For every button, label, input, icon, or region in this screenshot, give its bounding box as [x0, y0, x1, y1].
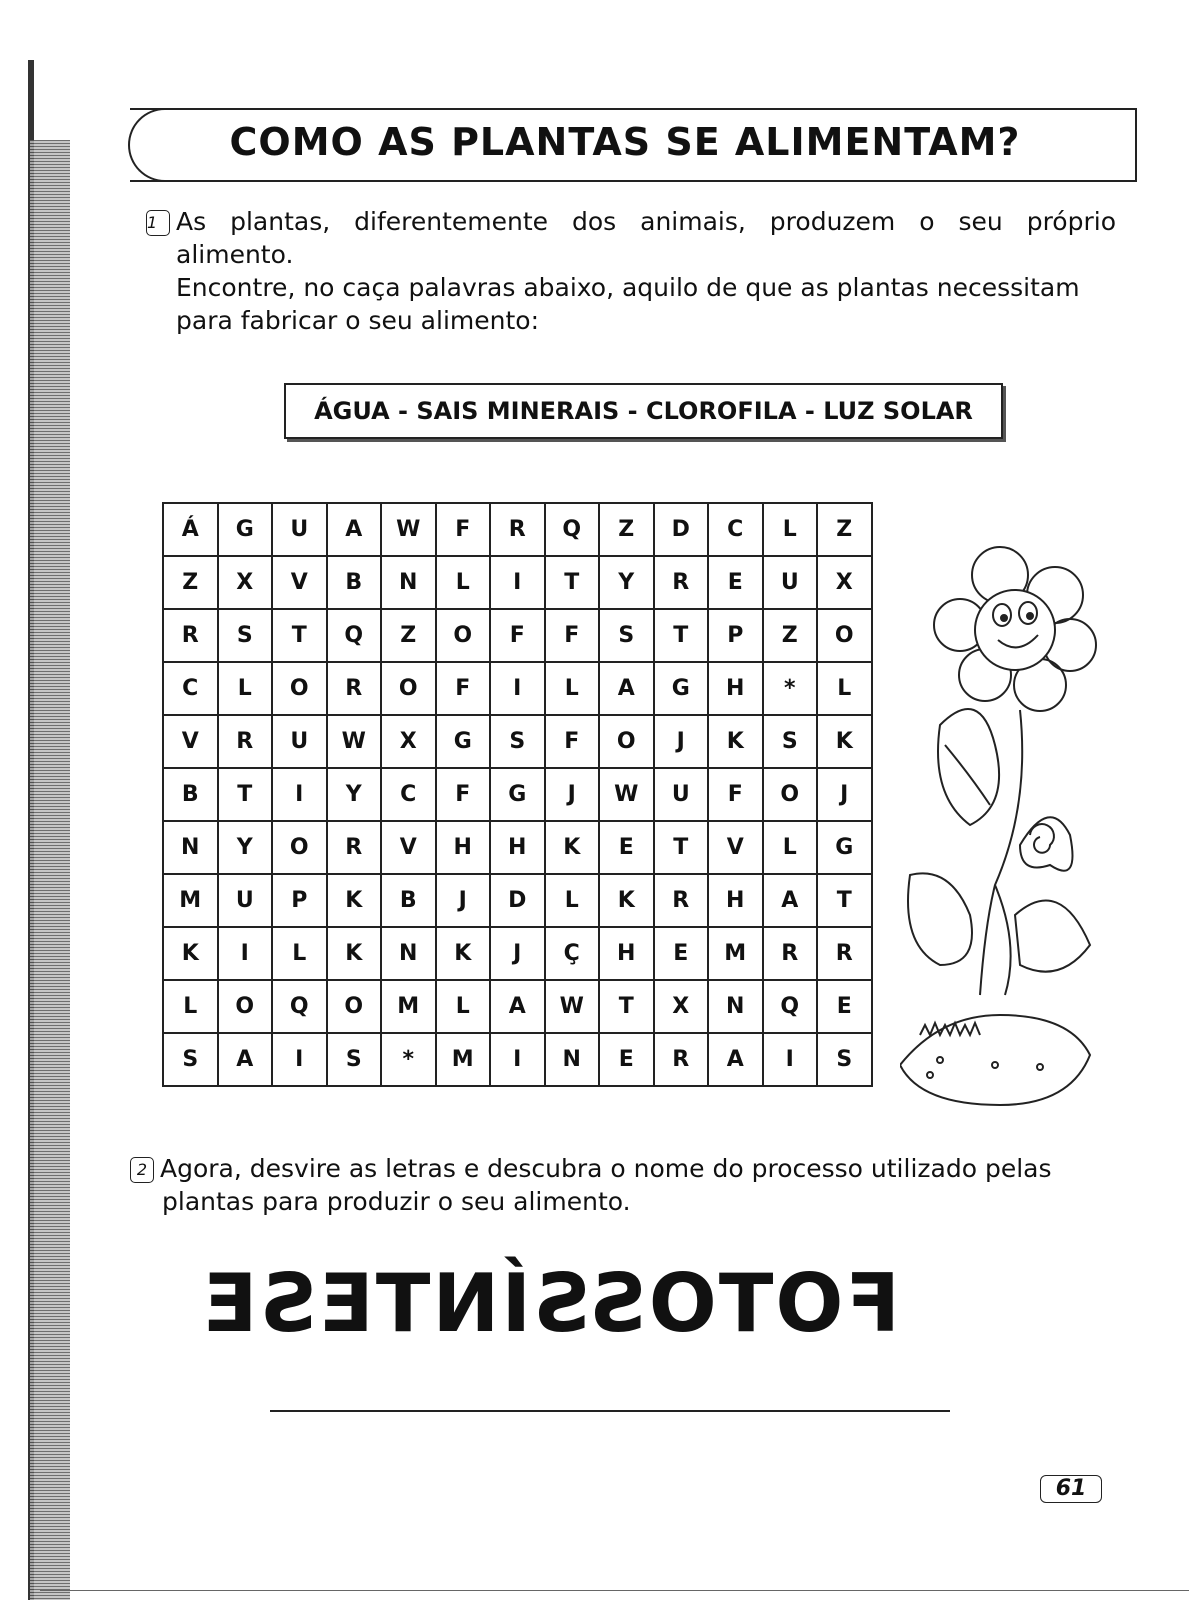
grid-cell[interactable]: K [599, 874, 654, 927]
grid-cell[interactable]: O [599, 715, 654, 768]
grid-cell[interactable]: R [763, 927, 818, 980]
grid-cell[interactable]: J [545, 768, 600, 821]
grid-cell[interactable]: F [436, 662, 491, 715]
grid-cell[interactable]: E [599, 821, 654, 874]
grid-cell[interactable]: B [381, 874, 436, 927]
grid-cell[interactable]: U [272, 715, 327, 768]
grid-cell[interactable]: M [381, 980, 436, 1033]
grid-cell[interactable]: J [654, 715, 709, 768]
grid-cell[interactable]: * [763, 662, 818, 715]
grid-cell[interactable]: Y [599, 556, 654, 609]
grid-cell[interactable]: J [490, 927, 545, 980]
question-1 [146, 205, 1116, 337]
grid-cell[interactable]: R [327, 821, 382, 874]
grid-cell[interactable]: S [599, 609, 654, 662]
grid-cell[interactable]: K [817, 715, 872, 768]
grid-cell[interactable]: H [708, 874, 763, 927]
grid-cell[interactable]: R [817, 927, 872, 980]
grid-cell[interactable]: F [436, 503, 491, 556]
grid-cell[interactable]: M [708, 927, 763, 980]
grid-cell[interactable]: L [763, 821, 818, 874]
grid-cell[interactable]: X [654, 980, 709, 1033]
grid-cell[interactable]: G [654, 662, 709, 715]
grid-cell[interactable]: K [436, 927, 491, 980]
grid-cell[interactable]: D [654, 503, 709, 556]
grid-cell[interactable]: H [436, 821, 491, 874]
grid-cell[interactable]: V [381, 821, 436, 874]
grid-cell[interactable]: W [545, 980, 600, 1033]
grid-cell[interactable]: O [272, 662, 327, 715]
grid-cell[interactable]: C [708, 503, 763, 556]
grid-cell[interactable]: E [599, 1033, 654, 1086]
grid-cell[interactable]: G [218, 503, 273, 556]
grid-cell[interactable]: Á [163, 503, 218, 556]
grid-row [163, 874, 872, 927]
question-1-line-2: alimento. [176, 240, 294, 269]
grid-cell[interactable]: T [545, 556, 600, 609]
grid-cell[interactable]: O [436, 609, 491, 662]
grid-row [163, 556, 872, 609]
grid-row [163, 821, 872, 874]
grid-cell[interactable]: X [218, 556, 273, 609]
grid-cell[interactable]: I [272, 768, 327, 821]
grid-cell[interactable]: L [163, 980, 218, 1033]
grid-cell[interactable]: I [490, 1033, 545, 1086]
grid-cell[interactable]: O [763, 768, 818, 821]
word-list-box: ÁGUA - SAIS MINERAIS - CLOROFILA - LUZ SOLAR [284, 383, 1003, 439]
grid-cell[interactable]: O [381, 662, 436, 715]
grid-cell[interactable]: Z [763, 609, 818, 662]
grid-cell[interactable]: U [763, 556, 818, 609]
grid-cell[interactable]: E [817, 980, 872, 1033]
grid-cell[interactable]: U [654, 768, 709, 821]
word-search-grid [162, 502, 873, 1087]
grid-cell[interactable]: R [218, 715, 273, 768]
grid-cell[interactable]: Ç [545, 927, 600, 980]
grid-cell[interactable]: T [654, 609, 709, 662]
grid-cell[interactable]: R [163, 609, 218, 662]
question-1-line-3: Encontre, no caça palavras abaixo, aquilo de que as plantas necessitam [176, 273, 1080, 302]
grid-cell[interactable]: G [436, 715, 491, 768]
grid-cell[interactable]: * [381, 1033, 436, 1086]
grid-cell[interactable]: I [763, 1033, 818, 1086]
grid-cell[interactable]: Q [763, 980, 818, 1033]
grid-cell[interactable]: K [163, 927, 218, 980]
grid-cell[interactable]: T [599, 980, 654, 1033]
grid-cell[interactable]: X [817, 556, 872, 609]
grid-cell[interactable]: Z [599, 503, 654, 556]
grid-cell[interactable]: S [327, 1033, 382, 1086]
grid-cell[interactable]: G [490, 768, 545, 821]
grid-cell[interactable]: N [708, 980, 763, 1033]
question-1-line-4: para fabricar o seu alimento: [176, 306, 539, 335]
question-2 [130, 1152, 1110, 1218]
grid-cell[interactable]: U [272, 503, 327, 556]
grid-row [163, 715, 872, 768]
grid-cell[interactable]: F [436, 768, 491, 821]
grid-cell[interactable]: F [545, 715, 600, 768]
grid-cell[interactable]: L [817, 662, 872, 715]
question-2-line-2: plantas para produzir o seu alimento. [162, 1187, 631, 1216]
grid-cell[interactable]: C [163, 662, 218, 715]
grid-cell[interactable]: R [490, 503, 545, 556]
grid-row [163, 768, 872, 821]
grid-cell[interactable]: L [763, 503, 818, 556]
grid-cell[interactable]: V [163, 715, 218, 768]
grid-cell[interactable]: O [327, 980, 382, 1033]
grid-cell[interactable]: D [490, 874, 545, 927]
grid-cell[interactable]: T [218, 768, 273, 821]
grid-row [163, 980, 872, 1033]
page-title: COMO AS PLANTAS SE ALIMENTAM? [229, 120, 1021, 164]
grid-cell[interactable]: Q [272, 980, 327, 1033]
grid-row [163, 927, 872, 980]
grid-cell[interactable]: I [218, 927, 273, 980]
question-2-line-1: 2 Agora, desvire as letras e descubra o nome do processo utilizado pelas [130, 1152, 1110, 1185]
grid-cell[interactable]: R [654, 1033, 709, 1086]
grid-row [163, 662, 872, 715]
grid-cell[interactable]: K [327, 874, 382, 927]
grid-cell[interactable]: L [436, 556, 491, 609]
grid-cell[interactable]: K [327, 927, 382, 980]
grid-cell[interactable]: J [817, 768, 872, 821]
answer-line[interactable] [270, 1410, 950, 1412]
grid-cell[interactable]: L [545, 662, 600, 715]
grid-cell[interactable]: S [817, 1033, 872, 1086]
grid-cell[interactable]: A [218, 1033, 273, 1086]
grid-cell[interactable]: B [327, 556, 382, 609]
grid-cell[interactable]: Z [163, 556, 218, 609]
grid-cell[interactable]: T [817, 874, 872, 927]
grid-cell[interactable]: O [817, 609, 872, 662]
grid-cell[interactable]: E [654, 927, 709, 980]
grid-cell[interactable]: L [436, 980, 491, 1033]
grid-cell[interactable]: R [654, 874, 709, 927]
grid-cell[interactable]: K [708, 715, 763, 768]
grid-cell[interactable]: I [272, 1033, 327, 1086]
grid-cell[interactable]: Q [545, 503, 600, 556]
grid-cell[interactable]: I [490, 556, 545, 609]
grid-cell[interactable]: M [163, 874, 218, 927]
grid-cell[interactable]: L [272, 927, 327, 980]
page-number: 61 [1040, 1475, 1102, 1503]
grid-cell[interactable]: H [599, 927, 654, 980]
grid-cell[interactable]: N [163, 821, 218, 874]
grid-cell[interactable]: A [490, 980, 545, 1033]
grid-cell[interactable]: Q [327, 609, 382, 662]
grid-cell[interactable]: S [490, 715, 545, 768]
grid-cell[interactable]: P [708, 609, 763, 662]
grid-cell[interactable]: V [272, 556, 327, 609]
grid-cell[interactable]: W [381, 503, 436, 556]
question-number-badge: 1 [146, 210, 170, 236]
grid-cell[interactable]: Z [817, 503, 872, 556]
grid-cell[interactable]: B [163, 768, 218, 821]
grid-cell[interactable]: C [381, 768, 436, 821]
grid-cell[interactable]: T [272, 609, 327, 662]
grid-cell[interactable]: L [545, 874, 600, 927]
question-1-line-1: 1 As plantas, diferentemente dos animais, produzem o seu próprio [147, 207, 1116, 236]
grid-row [163, 609, 872, 662]
grid-cell[interactable]: A [708, 1033, 763, 1086]
grid-cell[interactable]: P [272, 874, 327, 927]
grid-cell[interactable]: S [163, 1033, 218, 1086]
grid-cell[interactable]: A [327, 503, 382, 556]
grid-cell[interactable]: F [708, 768, 763, 821]
bottom-rule [40, 1590, 1189, 1591]
grid-cell[interactable]: L [218, 662, 273, 715]
grid-cell[interactable]: F [545, 609, 600, 662]
grid-cell[interactable]: H [490, 821, 545, 874]
grid-cell[interactable]: J [436, 874, 491, 927]
grid-cell[interactable]: U [218, 874, 273, 927]
grid-cell[interactable]: O [272, 821, 327, 874]
grid-cell[interactable]: N [545, 1033, 600, 1086]
grid-cell[interactable]: W [327, 715, 382, 768]
grid-cell[interactable]: V [708, 821, 763, 874]
smiling-flower-illustration [900, 545, 1100, 1125]
grid-cell[interactable]: Y [327, 768, 382, 821]
grid-cell[interactable]: A [763, 874, 818, 927]
grid-cell[interactable]: R [327, 662, 382, 715]
grid-cell[interactable]: W [599, 768, 654, 821]
grid-cell[interactable]: M [436, 1033, 491, 1086]
binding-shadow [30, 140, 70, 1600]
grid-cell[interactable]: X [381, 715, 436, 768]
grid-row [163, 1033, 872, 1086]
grid-cell[interactable]: K [545, 821, 600, 874]
grid-cell[interactable]: E [708, 556, 763, 609]
grid-cell[interactable]: I [490, 662, 545, 715]
grid-cell[interactable]: Z [381, 609, 436, 662]
grid-cell[interactable]: S [218, 609, 273, 662]
grid-cell[interactable]: T [654, 821, 709, 874]
grid-cell[interactable]: R [654, 556, 709, 609]
grid-cell[interactable]: N [381, 927, 436, 980]
mirrored-word: FOTOSSÍNTESE [200, 1257, 900, 1350]
grid-cell[interactable]: Y [218, 821, 273, 874]
question-number-badge: 2 [130, 1157, 154, 1183]
grid-cell[interactable]: S [763, 715, 818, 768]
grid-cell[interactable]: O [218, 980, 273, 1033]
grid-row [163, 503, 872, 556]
grid-cell[interactable]: A [599, 662, 654, 715]
grid-cell[interactable]: N [381, 556, 436, 609]
grid-cell[interactable]: H [708, 662, 763, 715]
grid-cell[interactable]: F [490, 609, 545, 662]
grid-cell[interactable]: G [817, 821, 872, 874]
